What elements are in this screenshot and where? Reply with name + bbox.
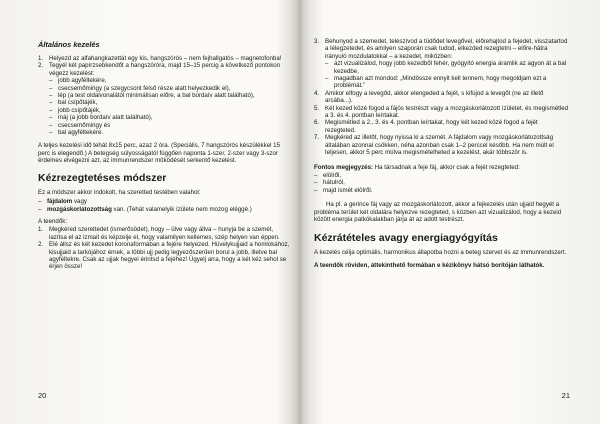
list-item: 4. Amikor elfogy a levegőd, akkor elengeded a fejét, s kifújod a levegőt (ne az illető arcába...). — [314, 89, 544, 105]
list-item: 2. Tegyél két papírzsebkendőt a hangszóróra, majd 15–15 percig a következő pontokon végezz kezelést: – jobb agyféltekére, – csecsemőmirigy (a szegycsont felső része alatt helyezkedik el), – lép (a test oldalvonalától minimálisan előre, a bal bordaív alatt található), – bal csípőtájék, – jobb csípőtájék, – máj (a jobb bordaív alatt található), – csecsemőmirigy és – bal agyféltekére. — [38, 62, 292, 136]
list-item: 1. Helyezd az alfahangkazettát egy kis, hangszórós – nem fejhallgatós – magnetofonba! — [38, 55, 282, 62]
list-item: – majd ismét elölről. — [314, 187, 570, 194]
page-number: 20 — [38, 391, 47, 400]
back-cover-paragraph: A teendők röviden, áttekinthető formában e kézikönyv hátsó borítóján láthatók. — [314, 261, 545, 269]
healer-steps-list — [38, 226, 292, 270]
general-treatment-heading: Általános kezelés — [38, 40, 100, 49]
list-item: – csecsemőmirigy (a szegycsont felső része alatt helyezkedik el), — [49, 85, 292, 92]
general-steps-list — [38, 55, 292, 136]
tasks-label: A teendők: — [38, 217, 68, 225]
list-item: – jobb agyféltekére, — [49, 77, 292, 84]
list-item: – elölről, — [314, 172, 570, 179]
section-title: Kézrezegtetéses módszer — [38, 171, 167, 184]
list-item: 2. Elé állsz és két kezedet koronaformában a fejére helyezed. Hüvelykujjaid a homlokához, kisujjaid a tarkójához érnek, a többi ujj pedig legyezőszerűen borul a jobb, illetve bal agyféltekre. Csak az ujjak hegyei érintsd a fejéhez! Ügyelj arra, hogy a két kéz sehol se érjen össze! — [38, 241, 290, 271]
total-time-paragraph: A teljes kezelési idő tehát 8x15 perc, azaz 2 óra. (Speciális, 7 hangszórós készülékkel 15 perc is elegendő.) A betegség súlyosságától függően naponta 1-szer, 2-szer vagy 3-szor érdemes elvégezni azt, az immunrendszer működését serkentő kezelést. — [38, 142, 281, 165]
substeps-list — [325, 60, 570, 90]
important-note: Fontos megjegyzés: Ha társadnak a feje fáj, akkor csak a fejét rezegteted: — [314, 163, 520, 171]
list-item: – azt vizualizálod, hogy jobb kezedből fehér, gyógyító energia áramlik az agyon át a bal kezedbe, — [325, 60, 570, 75]
list-item: 5. Két kezed közé fogod a fájós testrészt vagy a mozgáskorlátozott ízületet, és megismétled a 3. és 4. pontban leírtakat. — [314, 104, 569, 120]
list-item: – jobb csípőtájék, — [49, 107, 292, 114]
list-item: 6. Megismétled a 2., 3. és 4. pontban leírtakat, hogy két kezed közé fogod a fejét rezegteted. — [314, 119, 538, 134]
directions-list — [314, 172, 570, 194]
list-item: – hátulról, — [314, 179, 570, 186]
list-item: – mozgáskorlátozottság van. (Tehát valamelyik ízülete nem mozog eléggé.) — [38, 206, 292, 213]
continued-steps-list — [314, 38, 570, 157]
treatment-points-list — [49, 77, 292, 136]
spine-paragraph: Ha pl. a gerince fáj vagy az mozgáskorlátozott, akkor a fejkezelés után ujjaid hegyét a probléma terület két oldalára helyezve rezegteted, s közben azt vizualizálod, hogy a kezeid között energia patkókalakban járja át az adott testrészt. — [314, 201, 562, 223]
section-title: Kézrátételes avagy energiagyógyítás — [314, 232, 498, 245]
list-item: 3. Behunyod a szemedet, teleszívod a tüdődet levegővel, előrehajtod a fejedet, visszatartod a lélegzetedet, és amilyen szaporán csak tudod, elkezded rezegtetni – előre-hátra irányuló mozdulatokkal – a kezedet, miközben: – azt vizualizálod, hogy jobb kezedből fehér, gyógyító energia áramlik az agyon át a bal kezedbe, – magadban azt mondod: „Mindössze ennyit kell tennem, hogy megoldjam ezt a problémát.” — [314, 38, 570, 90]
list-item: – lép (a test oldalvonalától minimálisan előre, a bal bordaív alatt található), — [49, 92, 292, 99]
conditions-list — [38, 198, 292, 213]
right-page — [300, 0, 600, 424]
list-item: – csecsemőmirigy és — [49, 122, 292, 129]
page-number: 21 — [561, 391, 570, 400]
list-item: – bal agyféltekére. — [49, 129, 292, 136]
list-item: 7. Megkéred az illetőt, hogy nyissa ki a szemét. A fájdalom vagy mozgáskorlátozottság általában azonnal csökken, néha azonban csak 1–2 perccel később. Ha nem múlt el teljesen, akkor 5 perc múlva megismételheted a kezelést, akár többször is. — [314, 134, 554, 157]
list-item: – fájdalom vagy — [38, 198, 292, 205]
list-item: – bal csípőtájék, — [49, 99, 292, 106]
intro-paragraph: Ez a módszer akkor indokolt, ha szeretted testében valahol: — [38, 188, 201, 196]
list-item: 1. Megkéred szerettedet (ismerősödet), hogy – ülve vagy állva – hunyja be a szemét, lazítsa el az izmait és képzelje el, hogy valamilyen kellemes, szép helyen van éppen. — [38, 226, 280, 241]
goal-paragraph: A kezelés célja optimális, harmonikus állapotba hozni a beteg szervet és az immunrendszert. — [314, 249, 567, 257]
list-item: – magadban azt mondod: „Mindössze ennyit kell tennem, hogy megoldjam ezt a problémát.” — [325, 75, 570, 90]
list-item: – máj (a jobb bordaív alatt található), — [49, 114, 292, 121]
